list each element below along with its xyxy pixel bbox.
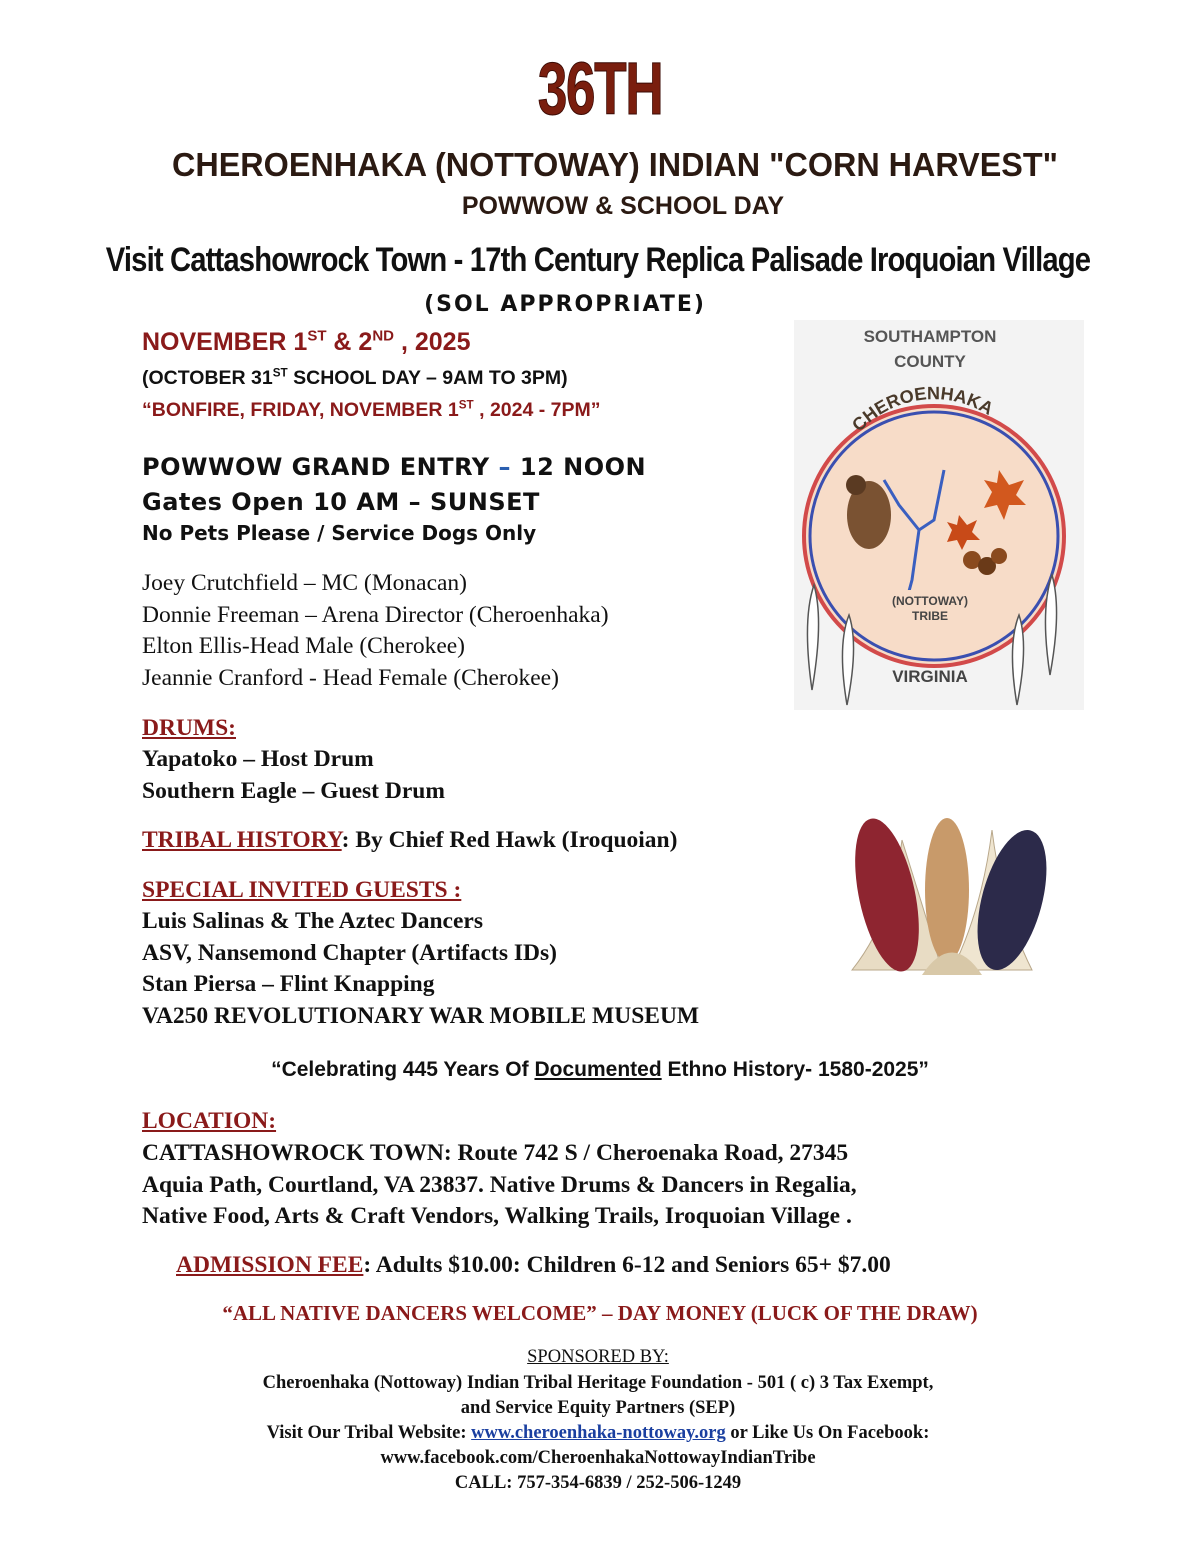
visit-line: Visit Cattashowrock Town - 17th Century Replica Palisade Iroquoian Village [105, 241, 1091, 279]
staff-item: Elton Ellis-Head Male (Cherokee) [142, 633, 466, 659]
staff-item: Jeannie Cranford - Head Female (Cherokee) [142, 664, 559, 691]
emblem-tribe: TRIBE [912, 609, 948, 623]
emblem-county-b: COUNTY [894, 352, 966, 371]
drums-list [142, 744, 445, 807]
website-link[interactable]: www.cheroenhaka-nottoway.org [471, 1423, 726, 1443]
list-item: ASV, Nansemond Chapter (Artifacts IDs) [142, 939, 557, 966]
emblem-county: SOUTHAMPTON [863, 327, 997, 346]
emblem-arc-text: CHEROENHAKA [848, 383, 997, 436]
main-dates: NOVEMBER 1ST & 2ND , 2025 [142, 327, 471, 356]
facebook-line: www.facebook.com/CheroenhakaNottowayIndianTribe [380, 1448, 816, 1468]
list-item: Southern Eagle – Guest Drum [142, 777, 445, 804]
school-day-line: (OCTOBER 31ST SCHOOL DAY – 9AM TO 3PM) [142, 366, 568, 389]
sol-note: (SOL APPROPRIATE) [424, 292, 706, 317]
sponsor-heading: SPONSORED BY: [527, 1347, 669, 1367]
admission-fee: ADMISSION FEE: Adults $10.00: Children 6-12 and Seniors 65+ $7.00 [176, 1252, 891, 1278]
location-heading: LOCATION: [142, 1108, 277, 1134]
pets-note: No Pets Please / Service Dogs Only [142, 521, 537, 545]
guests-heading: SPECIAL INVITED GUESTS : [142, 877, 462, 903]
website-line: Visit Our Tribal Website: www.cheroenhaka-nottoway.org or Like Us On Facebook: [266, 1423, 930, 1443]
list-item: VA250 REVOLUTIONARY WAR MOBILE MUSEUM [142, 1002, 700, 1029]
list-item: Stan Piersa – Flint Knapping [142, 971, 435, 997]
list-item: Luis Salinas & The Aztec Dancers [142, 908, 483, 934]
event-subtitle: POWWOW & SCHOOL DAY [461, 192, 785, 220]
drums-heading: DRUMS: [142, 715, 236, 741]
celebrate-line: “Celebrating 445 Years Of Documented Ethno History- 1580-2025” [271, 1058, 929, 1081]
event-title: CHEROENHAKA (NOTTOWAY) INDIAN "CORN HARVEST" [172, 146, 1058, 183]
location-text: CATTASHOWROCK TOWN: Route 742 S / Cheroenaka Road, 27345 Aquia Path, Courtland, VA 23837. Native Drums & Dancers in Regalia, Native Food, Arts & Craft Vendors, Walking Trails, Iroquoian Village . [142, 1140, 857, 1229]
sponsor-line: and Service Equity Partners (SEP) [460, 1398, 736, 1418]
phone-line: CALL: 757-354-6839 / 252-506-1249 [454, 1473, 742, 1493]
staff-list [142, 568, 609, 694]
anniversary-title: 36TH [537, 47, 663, 130]
bonfire-line: “BONFIRE, FRIDAY, NOVEMBER 1ST , 2024 - 7PM” [142, 398, 601, 421]
list-item: Yapatoko – Host Drum [142, 746, 374, 772]
staff-item: Joey Crutchfield – MC (Monacan) [142, 570, 468, 596]
grand-entry: POWWOW GRAND ENTRY – 12 NOON [142, 453, 647, 481]
emblem-virginia: VIRGINIA [892, 667, 968, 686]
sponsor-line: Cheroenhaka (Nottoway) Indian Tribal Heritage Foundation - 501 ( c) 3 Tax Exempt, [262, 1373, 934, 1393]
corn-icon [832, 800, 1068, 980]
tribal-history: TRIBAL HISTORY: By Chief Red Hawk (Iroquoian) [142, 827, 678, 853]
admission-heading: ADMISSION FEE [176, 1252, 364, 1278]
gates-open: Gates Open 10 AM – SUNSET [142, 488, 540, 516]
guests-list [142, 906, 699, 1032]
tribal-emblem [794, 320, 1084, 710]
tribal-history-heading: TRIBAL HISTORY [142, 827, 342, 853]
dancers-welcome: “ALL NATIVE DANCERS WELCOME” – DAY MONEY (LUCK OF THE DRAW) [222, 1301, 978, 1325]
emblem-nottoway: (NOTTOWAY) [891, 594, 969, 608]
staff-item: Donnie Freeman – Arena Director (Cheroenhaka) [142, 601, 609, 628]
